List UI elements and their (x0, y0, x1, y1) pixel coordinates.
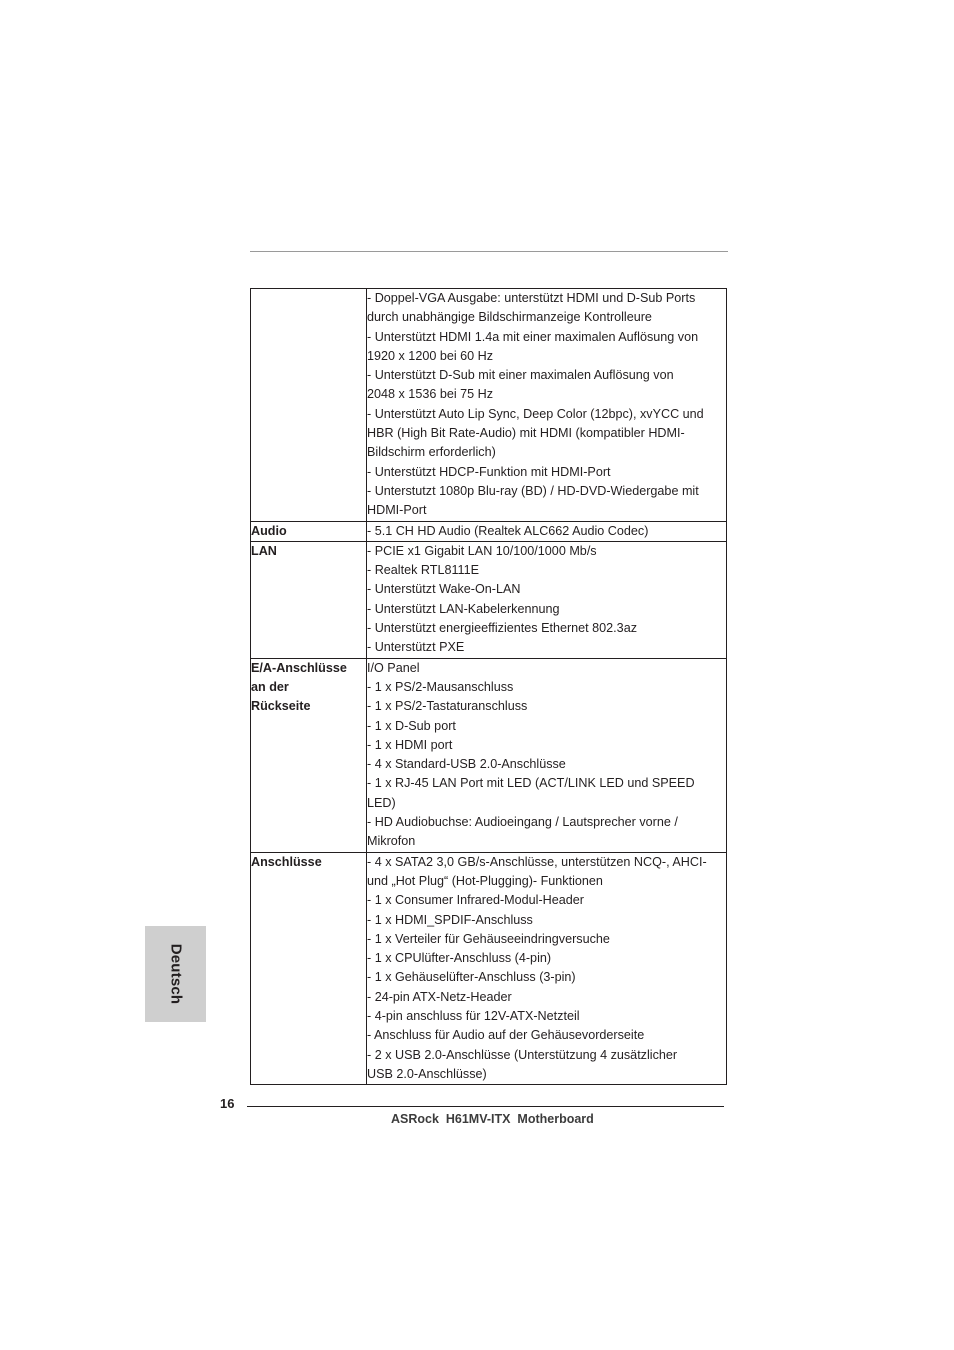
spec-table (250, 288, 727, 1085)
spec-item: - 1 x CPUlüfter-Anschluss (4-pin) (367, 951, 552, 966)
spec-label-cell (251, 541, 367, 658)
spec-label: Anschlüsse (251, 854, 322, 869)
spec-item: - 1 x Gehäuselüfter-Anschluss (3-pin) (367, 970, 576, 985)
spec-item: - Unterstützt PXE (367, 640, 465, 655)
page-number: 16 (220, 1096, 235, 1111)
spec-item: - 4-pin anschluss für 12V-ATX-Netzteil (367, 1008, 580, 1023)
spec-item: - Unterstützt HDCP-Funktion mit HDMI-Port (367, 464, 611, 479)
spec-label-cell (251, 658, 367, 852)
spec-item: - Unterstützt LAN-Kabelerkennung (367, 601, 560, 616)
spec-label-cell (251, 852, 367, 1085)
spec-item: USB 2.0-Anschlüsse) (367, 1066, 487, 1081)
spec-label-cell (251, 289, 367, 522)
spec-item: 1920 x 1200 bei 60 Hz (367, 348, 494, 363)
spec-item: 2048 x 1536 bei 75 Hz (367, 387, 494, 402)
spec-value-cell (367, 541, 727, 658)
spec-item: I/O Panel (367, 660, 420, 675)
spec-item: - HD Audiobuchse: Audioeingang / Lautsprecher vorne / (367, 815, 678, 830)
spec-item: durch unabhängige Bildschirmanzeige Kontrolleure (367, 310, 652, 325)
spec-item: - 1 x PS/2-Mausanschluss (367, 679, 514, 694)
spec-item: - Doppel-VGA Ausgabe: unterstützt HDMI und D-Sub Ports (367, 291, 696, 305)
spec-item: - Unterstützt D-Sub mit einer maximalen Auflösung von (367, 368, 674, 383)
spec-row (251, 658, 727, 852)
spec-item: HDMI-Port (367, 503, 427, 518)
spec-item: - PCIE x1 Gigabit LAN 10/100/1000 Mb/s (367, 543, 597, 558)
footer-divider (247, 1106, 724, 1107)
spec-item: - Unterstützt energieeffizientes Ethernet 802.3az (367, 621, 637, 636)
spec-label: E/A-Anschlüsse (251, 660, 347, 675)
spec-value-cell (367, 521, 727, 541)
spec-item: - Realtek RTL8111E (367, 563, 480, 578)
language-tab-label: Deutsch (167, 943, 184, 1005)
spec-row (251, 541, 727, 658)
spec-row (251, 289, 727, 522)
spec-item: und „Hot Plug“ (Hot-Plugging)- Funktionen (367, 873, 603, 888)
spec-item: - 1 x Verteiler für Gehäuseeindringversuche (367, 931, 610, 946)
spec-value-cell (367, 852, 727, 1085)
top-divider (250, 251, 728, 252)
spec-label: LAN (251, 543, 277, 558)
spec-item: Mikrofon (367, 834, 416, 849)
language-side-tab (145, 926, 206, 1022)
spec-label: an der (251, 679, 289, 694)
spec-item: - 4 x Standard-USB 2.0-Anschlüsse (367, 757, 566, 772)
spec-item: - 1 x Consumer Infrared-Modul-Header (367, 893, 584, 908)
spec-item: - 1 x D-Sub port (367, 718, 456, 733)
spec-row (251, 852, 727, 1085)
spec-item: LED) (367, 795, 396, 810)
spec-item: - 5.1 CH HD Audio (Realtek ALC662 Audio Codec) (367, 523, 649, 538)
spec-item: - 1 x HDMI port (367, 737, 453, 752)
spec-item: - Unterstützt Auto Lip Sync, Deep Color (12bpc), xvYCC und (367, 406, 704, 421)
spec-row (251, 521, 727, 541)
spec-value-cell (367, 658, 727, 852)
spec-item: HBR (High Bit Rate-Audio) mit HDMI (kompatibler HDMI- (367, 426, 685, 441)
spec-item: - Unterstützt HDMI 1.4a mit einer maximalen Auflösung von (367, 329, 699, 344)
footer-title: ASRock H61MV-ITX Motherboard (391, 1112, 594, 1126)
spec-item: - 1 x PS/2-Tastaturanschluss (367, 699, 528, 714)
spec-item: - 24-pin ATX-Netz-Header (367, 989, 512, 1004)
spec-item: - Anschluss für Audio auf der Gehäusevorderseite (367, 1028, 645, 1043)
spec-item: - Unterstutzt 1080p Blu-ray (BD) / HD-DVD-Wiedergabe mit (367, 483, 699, 498)
spec-item: - 1 x HDMI_SPDIF-Anschluss (367, 912, 533, 927)
spec-label: Rückseite (251, 699, 311, 714)
spec-item: - 1 x RJ-45 LAN Port mit LED (ACT/LINK LED und SPEED (367, 776, 695, 791)
spec-label: Audio (251, 523, 287, 538)
spec-label-cell (251, 521, 367, 541)
spec-value-cell (367, 289, 727, 522)
spec-item: Bildschirm erforderlich) (367, 445, 496, 460)
spec-item: - Unterstützt Wake-On-LAN (367, 582, 521, 597)
spec-item: - 4 x SATA2 3,0 GB/s-Anschlüsse, unterstützen NCQ-, AHCI- (367, 854, 707, 869)
spec-item: - 2 x USB 2.0-Anschlüsse (Unterstützung 4 zusätzlicher (367, 1047, 678, 1062)
